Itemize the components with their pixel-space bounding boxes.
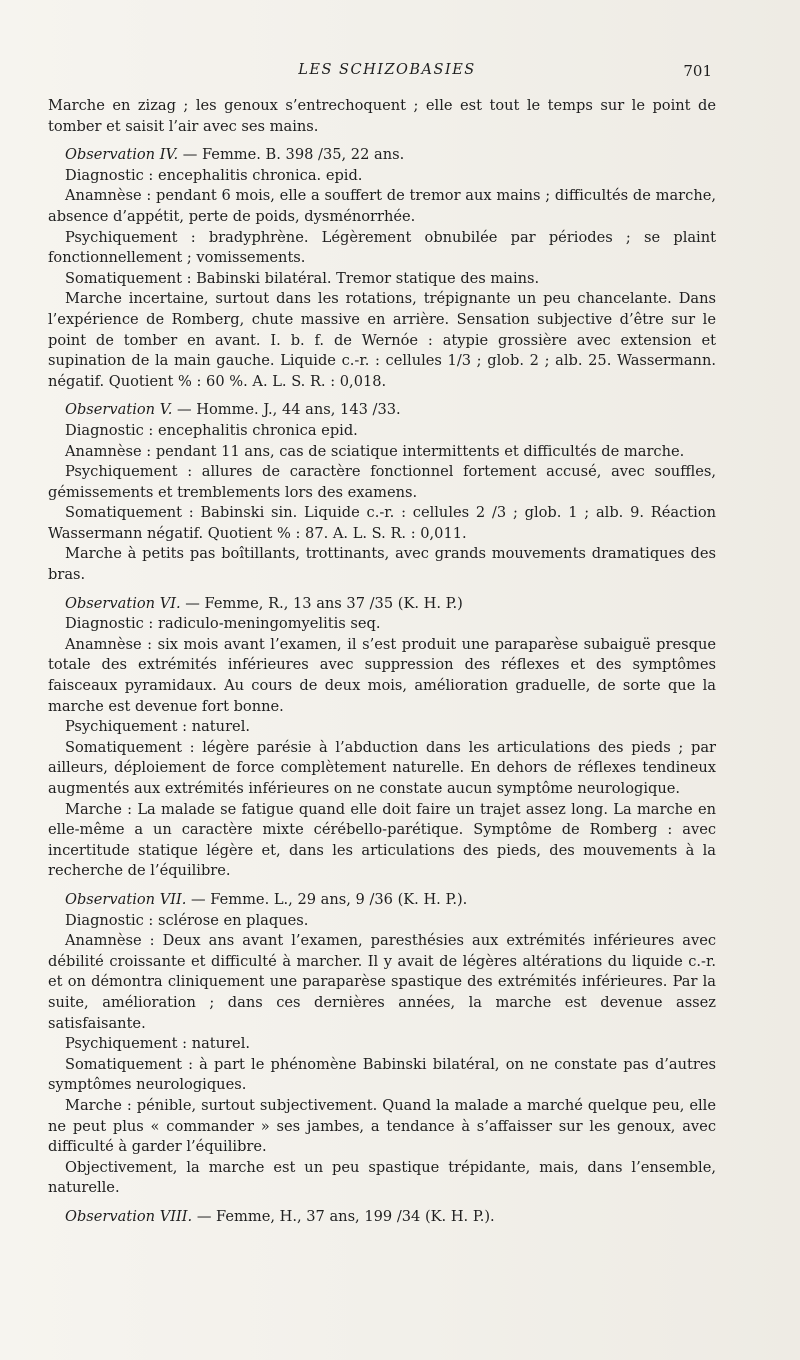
paragraph: Psychiquement : bradyphrène. Légèrement obnubilée par périodes ; se plaint fonctionnellement ; vomissements. <box>48 228 716 267</box>
paragraph: Anamnèse : six mois avant l’examen, il s’est produit une paraparèse subaiguë presque totale des extrémités inférieures avec suppression des réflexes et des symptômes faisceaux pyramidaux. Au cours de deux mois, amélioration graduelle, de sorte que la marche est devenue fort bonne. <box>48 635 716 715</box>
paragraph: Marche incertaine, surtout dans les rotations, trépignante un peu chancelante. Dans l’expérience de Romberg, chute massive en arrière. Sensation subjective d’être sur le point de tomber en avant. I. b. f. de Wernóe : atypie grossière avec extension et supination de la main gauche. Liquide c.-r. : cellules 1/3 ; glob. 2 ; alb. 25. Wassermann. négatif. Quotient % : 60 %. A. L. S. R. : 0,018. <box>48 290 716 390</box>
observation-title: Observation VII. <box>65 890 187 908</box>
observation-details: — Femme. L., 29 ans, 9 /36 (K. H. P.). <box>186 890 468 908</box>
observation-heading <box>48 890 716 911</box>
paragraph: Diagnostic : radiculo-meningomyelitis seq. <box>65 615 381 633</box>
observation-details: — Femme, R., 13 ans 37 /35 (K. H. P.) <box>180 594 463 612</box>
page-number: 701 <box>683 62 712 80</box>
paragraph: Psychiquement : naturel. <box>65 718 250 736</box>
observation-heading <box>48 400 716 421</box>
observation-heading <box>48 1207 716 1228</box>
paragraph: Somatiquement : légère parésie à l’abduction dans les articulations des pieds ; par ailleurs, déploiement de force complètement naturelle. En dehors de réflexes tendineux augmentés aux extrémités inférieures on ne constate aucun symptôme neurologique. <box>48 738 716 797</box>
running-head <box>62 62 712 84</box>
paragraph: Diagnostic : sclérose en plaques. <box>65 911 309 929</box>
observation-details: — Homme. J., 44 ans, 143 /33. <box>172 401 401 419</box>
paragraph: Diagnostic : encephalitis chronica. epid. <box>65 166 363 184</box>
paragraph: Marche : La malade se fatigue quand elle doit faire un trajet assez long. La marche en elle-même a un caractère mixte cérébello-parétique. Symptôme de Romberg : avec incertitude statique légère et, dans les articulations des pieds, des mouvements à la recherche de l’équilibre. <box>48 800 716 880</box>
paragraph: Marche : pénible, surtout subjectivement. Quand la malade a marché quelque peu, elle ne peut plus « commander » ses jambes, a tendance à s’affaisser sur les genoux, avec difficulté à garder l’équilibre. <box>48 1096 716 1156</box>
paragraph: Psychiquement : naturel. <box>65 1035 250 1053</box>
observation-title: Observation VI. <box>65 594 181 612</box>
paragraph: Anamnèse : pendant 6 mois, elle a souffert de tremor aux mains ; difficultés de marche, absence d’appétit, perte de poids, dysménorrhée. <box>48 187 716 225</box>
observation-title: Observation IV. <box>65 146 179 164</box>
paragraph: Objectivement, la marche est un peu spastique trépidante, mais, dans l’ensemble, naturelle. <box>48 1158 716 1197</box>
observation-heading <box>48 594 716 615</box>
running-title: LES SCHIZOBASIES <box>298 62 476 78</box>
paragraph: Somatiquement : à part le phénomène Babinski bilatéral, on ne constate pas d’autres symptômes neurologiques. <box>48 1055 716 1094</box>
paragraph: Somatiquement : Babinski bilatéral. Tremor statique des mains. <box>65 269 540 287</box>
paragraph: Diagnostic : encephalitis chronica epid. <box>65 421 358 439</box>
continued-paragraph: Marche en zizag ; les genoux s’entrechoquent ; elle est tout le temps sur le point de tomber et saisit l’air avec ses mains. <box>48 97 716 135</box>
paragraph: Somatiquement : Babinski sin. Liquide c.-r. : cellules 2 /3 ; glob. 1 ; alb. 9. Réaction Wassermann négatif. Quotient % : 87. A. L. S. R. : 0,011. <box>48 504 716 542</box>
observation-title: Observation V. <box>65 401 173 419</box>
paragraph: Psychiquement : allures de caractère fonctionnel fortement accusé, avec souffles, gémissements et tremblements lors des examens. <box>48 463 716 501</box>
paragraph: Marche à petits pas boîtillants, trottinants, avec grands mouvements dramatiques des bras. <box>48 545 716 584</box>
observation-title: Observation VIII. <box>65 1207 193 1225</box>
body-text <box>48 96 716 1227</box>
observation-details: — Femme, H., 37 ans, 199 /34 (K. H. P.). <box>192 1207 495 1225</box>
observation-details: — Femme. B. 398 /35, 22 ans. <box>178 146 405 164</box>
observation-heading <box>48 145 716 166</box>
paragraph: Anamnèse : Deux ans avant l’examen, paresthésies aux extrémités inférieures avec débilité croissante et difficulté à marcher. Il y avait de légères altérations du liquide c.-r. et on démontra cliniquement une paraparèse spastique des extrémités inférieures. Par la suite, amélioration ; dans ces dernières années, la marche est devenue assez satisfaisante. <box>48 932 716 1032</box>
paragraph: Anamnèse : pendant 11 ans, cas de sciatique intermittents et difficultés de marche. <box>65 442 685 460</box>
